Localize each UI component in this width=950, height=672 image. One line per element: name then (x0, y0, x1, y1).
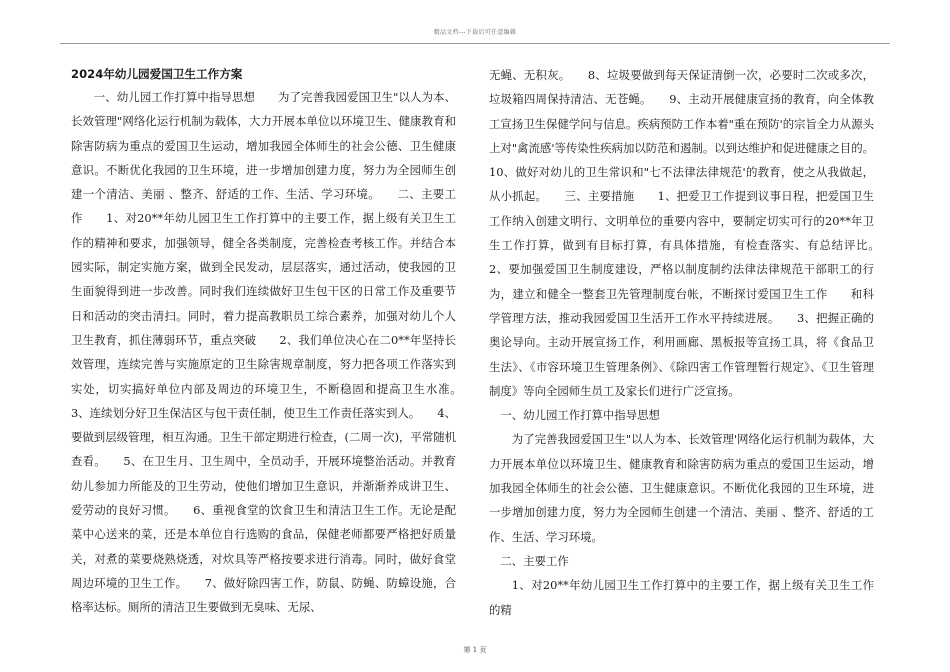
header-note: 精品文档---下载后可任意编辑 (433, 29, 517, 36)
right-column (489, 63, 897, 623)
section-body-guiding-thought: 为了完善我园爱国卫生"以人为本、长效管理'网络化运行机制为载体，大力开展本单位以环境卫生、健康教育和除害防病为重点的爱国卫生运动，增加我园全体师生的社会公德、卫生健康意识。不断优化我园的卫生环境，进一步增加创建力度，努力为全园师生创建一个清洁、美丽 、整齐、舒适的工作、生活、学习环境。 (489, 432, 874, 544)
document-title: 2024年幼儿园爱国卫生工作方案 (71, 67, 243, 81)
left-column-body: 一、幼儿园工作打算中指导思想 为了完善我园爱国卫生"以人为本、长效管理"网络化运行机制为载体，大力开展本单位以环境卫生、健康教育和除害防病为重点的爱国卫生运动，增加我园全体师生的社会公德、卫生健康意识。不断优化我园的卫生环境，进一步增加创建力度，努力为全园师生创建一个清洁、美丽 、整齐、舒适的工作、生活、学习环境。 二、主要工作 1、对20**年幼儿园卫生工作打算中的主要工作，据上级有关卫生工作的精神和要求，加强领导，健全各类制度，完善检查考核工作。并结合本园实际，制定实施方案，做到全民发动，层层落实，通过活动，使我园的卫生面貌得到进一步改善。同时我们连续做好卫生包干区的日常工作及重要节日和活动的突击清扫。同时，着力提高教职员工综合素养，加强对幼儿个人卫生教育，抓住薄弱环节，重点突破 2、我们单位决心在二0**年坚持长效管理，连续完善与实施原定的卫生除害规章制度，努力把各项工作落实到实处，切实搞好单位内部及周边的环境卫生，不断稳固和提高卫生水准。 3、连续划分好卫生保洁区与包干责任制，使卫生工作责任落实到人。 4、要做到层级管理，相互沟通。卫生干部定期进行检查，(二周一次)，平常随机查看。 5、在卫生月、卫生周中，全员动手，开展环境整治活动。并教育幼儿参加力所能及的卫生劳动，使他们增加卫生意识，并渐渐养成讲卫生、爱劳动的良好习惯。 6、重视食堂的饮食卫生和清洁卫生工作。无论是配菜中心送来的菜，还是本单位自行选购的食品，保健老师都要严格把好质量关，对煮的菜要烧熟烧透，对炊具等严格按要求进行消毒。同时，做好食堂周边环境的卫生工作。 7、做好除四害工作，防鼠、防蝇、防蟑设施，合格率达标。厕所的清洁卫生要做到无臭味、无尿、 (71, 90, 479, 615)
right-column-intro: 无蝇、无积灰。 8、垃圾要做到每天保证清倒一次，必要时二次或多次，垃圾箱四周保持清洁、无苍蝇。 9、主动开展健康宣扬的教育，向全体教工宣扬卫生保健学问与信息。疾病预防工作本着"重在预防'的宗旨全力从源头上对"禽流感'等传染性疾病加以防范和遏制。以到达维护和促进健康之目的。10、做好对幼儿的卫生常识和"七不法律法律规范'的教育，使之从我做起，从小抓起。 三、主要措施 1、把爱卫工作提到议事日程，把爱国卫生工作纳入创建文明行、文明单位的重要内容中，要制定切实可行的20**年卫生工作打算，做到有目标打算，有具体措施，有检查落实、有总结评比。 2、要加强爱国卫生制度建设，严格以制度制约法律法律规范干部职工的行为，建立和健全一整套卫先管理制度台帐，不断探讨爱国卫生工作 和科学管理方法，推动我园爱国卫生活开工作水平持续进展。 3、把握正确的奥论导向。主动开展宣扬工作，利用画廊、黑板报等宣扬工具，将《食品卫生法》、《市容环境卫生管理条例》、《除四害工作管理暂行规定》、《卫生管理制度》等向全园师生员工及家长们进行广泛宣扬。 (489, 68, 897, 398)
page-number: 第 1 页 (463, 646, 487, 654)
section-item-main-work-1: 1、对20**年幼儿园卫生工作打算中的主要工作，据上级有关卫生工作的精 (489, 578, 874, 617)
section-heading-main-work: 二、主要工作 (500, 553, 569, 568)
left-column (71, 63, 479, 623)
section-heading-guiding-thought: 一、幼儿园工作打算中指导思想 (500, 408, 660, 423)
header-divider (60, 43, 890, 44)
